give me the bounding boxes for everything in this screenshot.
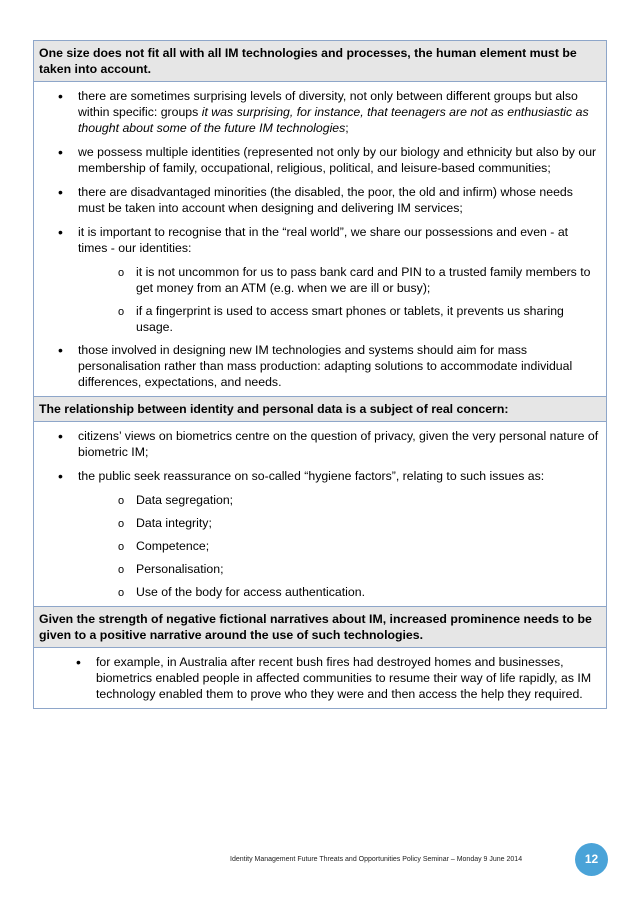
sub-bullet-icon: o [118,495,125,507]
bullet-icon: • [76,654,81,670]
list-item: • it is important to recognise that in the “real world”, we share our possessions and even - at times - our identities: [58,224,569,255]
sub-bullet-icon: o [118,306,125,318]
sub-list-item: o it is not uncommon for us to pass bank card and PIN to a trusted family members to get money from an ATM (e.g. when we are ill or busy); [118,265,591,295]
sub-bullet-icon: o [118,541,125,553]
section-body-personal-data [34,422,606,607]
sub-list-item: o Data integrity; [118,516,212,530]
bullet-icon: • [58,144,63,160]
bullet-icon: • [58,88,63,104]
sub-bullet-icon: o [118,587,125,599]
list-item: • the public seek reassurance on so-called “hygiene factors”, relating to such issues as: [58,468,545,484]
sub-bullet-icon: o [118,564,125,576]
list-item: • for example, in Australia after recent bush fires had destroyed homes and businesses, biometrics enabled people in affected communities to resume their way of life rapidly, as IM technology enabled them to prove who they were and then access the help they required. [76,654,592,701]
bullet-icon: • [58,224,63,240]
sub-bullet-icon: o [118,518,125,530]
list-item: • there are disadvantaged minorities (the disabled, the poor, the old and infirm) whose needs must be taken into account when designing and delivering IM services; [58,184,573,215]
sub-list-item: o Use of the body for access authentication. [118,585,365,599]
sub-list-item: o Personalisation; [118,562,224,576]
sub-list-item: o Competence; [118,539,210,553]
section-body-human-element [34,82,606,397]
list-item: • there are sometimes surprising levels of diversity, not only between different groups but also within specific: groups it was surprising, for instance, that teenagers are not as enthusiastic as thought about some of the future IM technologies; [58,88,589,135]
list-item: • we possess multiple identities (represented not only by our biology and ethnicity but also by our membership of family, occupational, religious, political, and leisure-based communities; [58,144,597,175]
sub-list-item: o Data segregation; [118,493,234,507]
section-body-positive-narrative [34,648,606,708]
bullet-icon: • [58,428,63,444]
bullet-icon: • [58,184,63,200]
sub-bullet-icon: o [118,267,125,279]
content-table [33,40,607,709]
bullet-icon: • [58,342,63,358]
section-heading-personal-data: The relationship between identity and personal data is a subject of real concern: [34,397,606,422]
section-heading-positive-narrative: Given the strength of negative fictional narratives about IM, increased prominence needs to be given to a positive narrative around the use of such technologies. [34,607,606,648]
list-item: • citizens’ views on biometrics centre on the question of privacy, given the very personal nature of biometric IM; [58,428,599,459]
bullet-icon: • [58,468,63,484]
sub-list-item: o if a fingerprint is used to access smart phones or tablets, it prevents us sharing usage. [118,304,564,334]
section-heading-human-element: One size does not fit all with all IM technologies and processes, the human element must be taken into account. [34,41,606,82]
page-footer: Identity Management Future Threats and Opportunities Policy Seminar – Monday 9 June 2014 [230,856,523,863]
list-item: • those involved in designing new IM technologies and systems should aim for mass personalisation rather than mass production: adapting solutions to accommodate individual differences, expectations, and needs. [58,342,573,389]
page-number-badge: 12 [575,843,608,876]
